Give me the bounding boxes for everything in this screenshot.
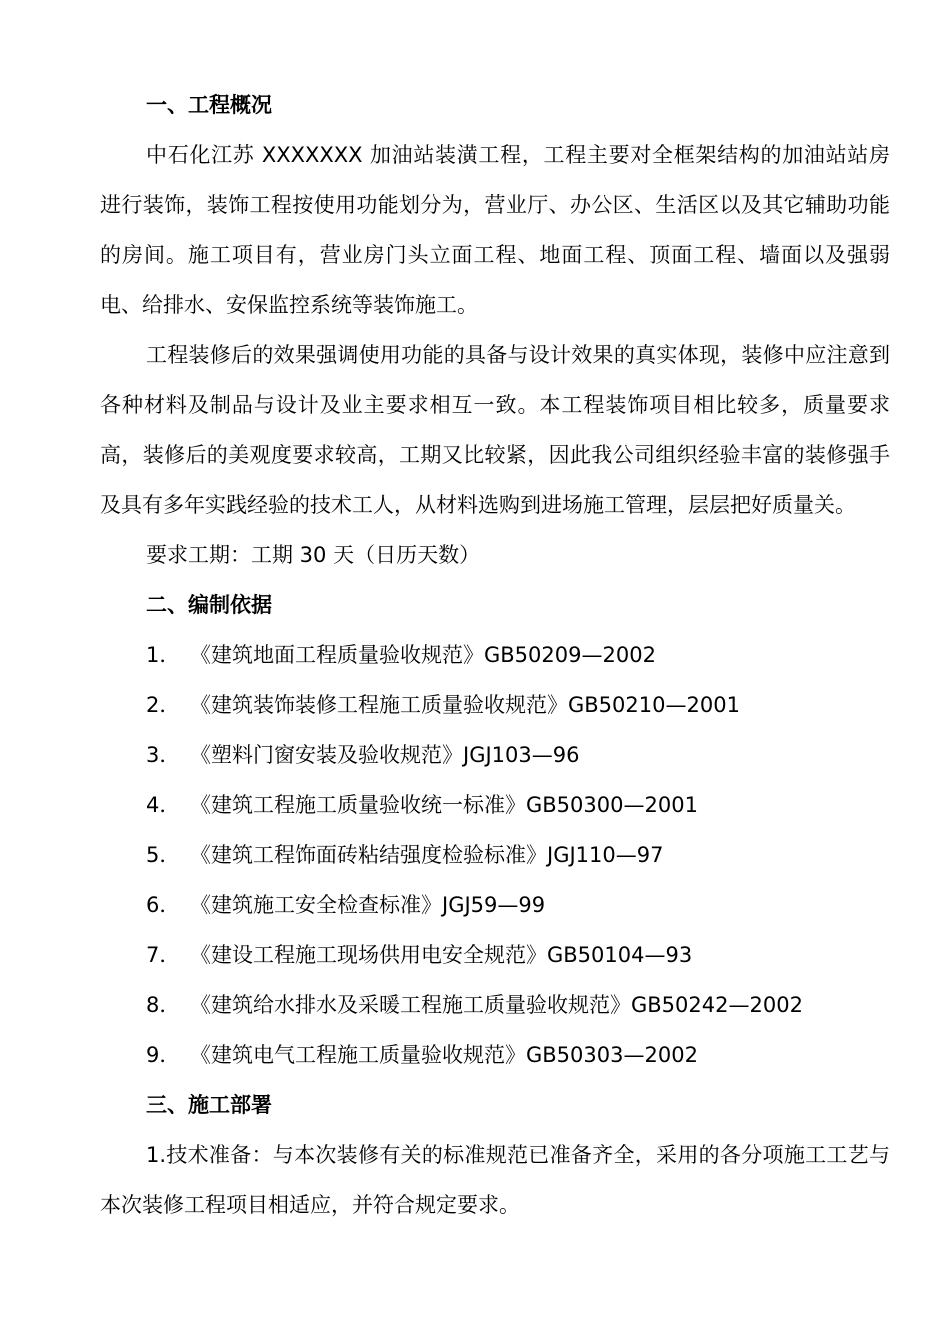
basis-list-item (100, 880, 890, 930)
section-heading-basis: 二、编制依据 (146, 593, 272, 617)
construction-period: 要求工期：工期 30 天（日历天数） (146, 543, 481, 567)
section-heading-overview: 一、工程概况 (146, 93, 272, 117)
basis-list-item (100, 980, 890, 1030)
list-item-text: 《建筑给水排水及采暖工程施工质量验收规范》GB50242—2002 (190, 993, 803, 1017)
list-item-number: 3． (146, 743, 181, 767)
list-item-text: 《建筑工程饰面砖粘结强度检验标准》JGJ110—97 (190, 843, 664, 867)
list-item-number: 2． (146, 693, 181, 717)
overview-paragraph-2: 工程装修后的效果强调使用功能的具备与设计效果的真实体现，装修中应注意到各种材料及制品与设计及业主要求相互一致。本工程装饰项目相比较多，质量要求高，装修后的美观度要求较高，工期又比较紧，因此我公司组织经验丰富的装修强手及具有多年实践经验的技术工人，从材料选购到进场施工管理，层层把好质量关。 (100, 343, 890, 517)
list-item-number: 9． (146, 1043, 181, 1067)
list-item-number: 1． (146, 643, 181, 667)
basis-list-item (100, 1030, 890, 1080)
list-item-text: 《建筑工程施工质量验收统一标准》GB50300—2001 (190, 793, 698, 817)
list-item-text: 《建筑电气工程施工质量验收规范》GB50303—2002 (190, 1043, 698, 1067)
basis-list-item (100, 680, 890, 730)
basis-list-item (100, 630, 890, 680)
deployment-paragraph-1: 1.技术准备：与本次装修有关的标准规范已准备齐全，采用的各分项施工工艺与本次装修工程项目相适应，并符合规定要求。 (100, 1143, 890, 1217)
basis-list-item (100, 780, 890, 830)
list-item-number: 6． (146, 893, 181, 917)
list-item-text: 《塑料门窗安装及验收规范》JGJ103—96 (190, 743, 580, 767)
document-page (100, 80, 890, 1230)
list-item-number: 8． (146, 993, 181, 1017)
basis-list-item (100, 730, 890, 780)
basis-list-item (100, 930, 890, 980)
list-item-number: 7． (146, 943, 181, 967)
list-item-text: 《建筑施工安全检查标准》JGJ59—99 (190, 893, 546, 917)
basis-list-item (100, 830, 890, 880)
section-heading-deployment: 三、施工部署 (146, 1093, 272, 1117)
list-item-text: 《建筑地面工程质量验收规范》GB50209—2002 (190, 643, 656, 667)
overview-paragraph-1: 中石化江苏 XXXXXXX 加油站装潢工程，工程主要对全框架结构的加油站站房进行装饰，装饰工程按使用功能划分为，营业厅、办公区、生活区以及其它辅助功能的房间。施工项目有，营业房门头立面工程、地面工程、顶面工程、墙面以及强弱电、给排水、安保监控系统等装饰施工。 (100, 143, 890, 317)
list-item-number: 4． (146, 793, 181, 817)
list-item-text: 《建筑装饰装修工程施工质量验收规范》GB50210—2001 (190, 693, 740, 717)
list-item-text: 《建设工程施工现场供用电安全规范》GB50104—93 (190, 943, 693, 967)
list-item-number: 5． (146, 843, 181, 867)
